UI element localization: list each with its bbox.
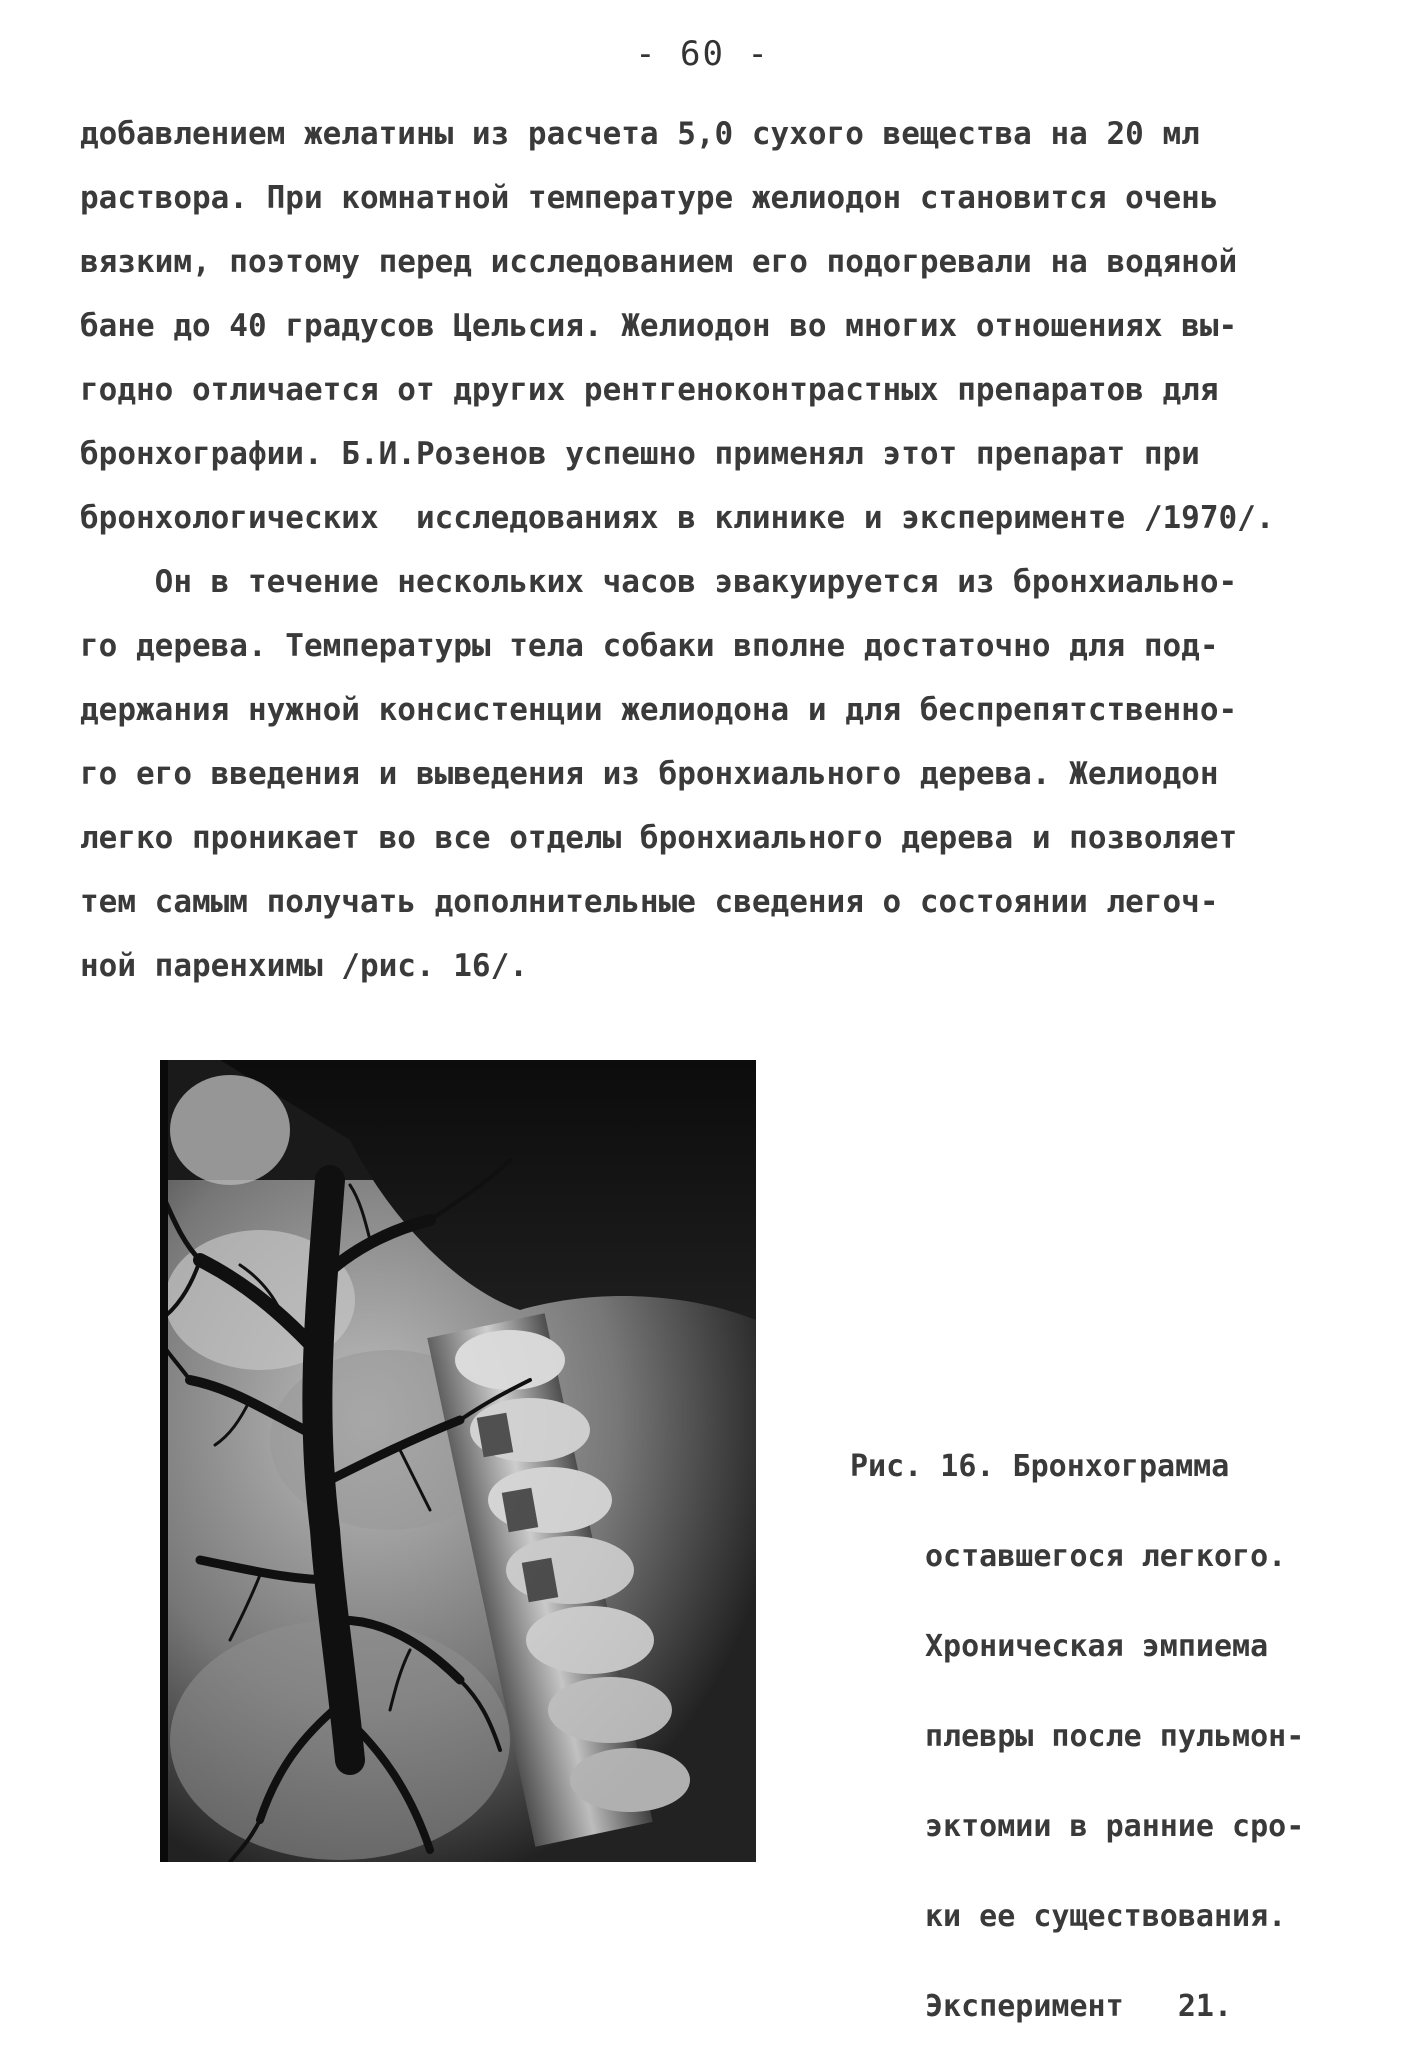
text-line: бронхологических исследованиях в клинике и эксперименте /1970/. <box>80 500 1275 536</box>
text-line: бронхографии. Б.И.Розенов успешно применял этот препарат при <box>80 436 1200 472</box>
caption-line: плевры после пульмон- <box>925 1719 1305 1754</box>
text-line: го его введения и выведения из бронхиального дерева. Желиодон <box>80 756 1219 792</box>
bronchogram-image <box>160 1060 756 1862</box>
text-line: го дерева. Температуры тела собаки вполне достаточно для под- <box>80 628 1219 664</box>
page-number: - 60 - <box>635 34 770 74</box>
xray-figure <box>160 1060 756 1862</box>
text-line: легко проникает во все отделы бронхиального дерева и позволяет <box>80 820 1238 856</box>
figure-caption <box>850 1392 1350 2052</box>
text-line: Он в течение нескольких часов эвакуируется из бронхиально- <box>80 564 1238 600</box>
text-line: раствора. При комнатной температуре желиодон становится очень <box>80 180 1219 216</box>
caption-line: эктомии в ранние сро- <box>925 1809 1305 1844</box>
text-line: бане до 40 градусов Цельсия. Желиодон во многих отношениях вы- <box>80 308 1238 344</box>
caption-line: Рис. 16. Бронхограмма <box>850 1449 1230 1484</box>
text-line: ной паренхимы /рис. 16/. <box>80 948 528 984</box>
text-line: тем самым получать дополнительные сведения о состоянии легоч- <box>80 884 1219 920</box>
text-line: держания нужной консистенции желиодона и для беспрепятственно- <box>80 692 1238 728</box>
caption-line: ки ее существования. <box>925 1899 1287 1934</box>
caption-line: Хроническая эмпиема <box>925 1629 1269 1664</box>
caption-line: Эксперимент 21. <box>925 1989 1233 2024</box>
body-text <box>80 102 1330 998</box>
text-line: годно отличается от других рентгеноконтрастных препаратов для <box>80 372 1219 408</box>
text-line: вязким, поэтому перед исследованием его подогревали на водяной <box>80 244 1238 280</box>
caption-line: оставшегося легкого. <box>925 1539 1287 1574</box>
text-line: добавлением желатины из расчета 5,0 сухого вещества на 20 мл <box>80 116 1200 152</box>
